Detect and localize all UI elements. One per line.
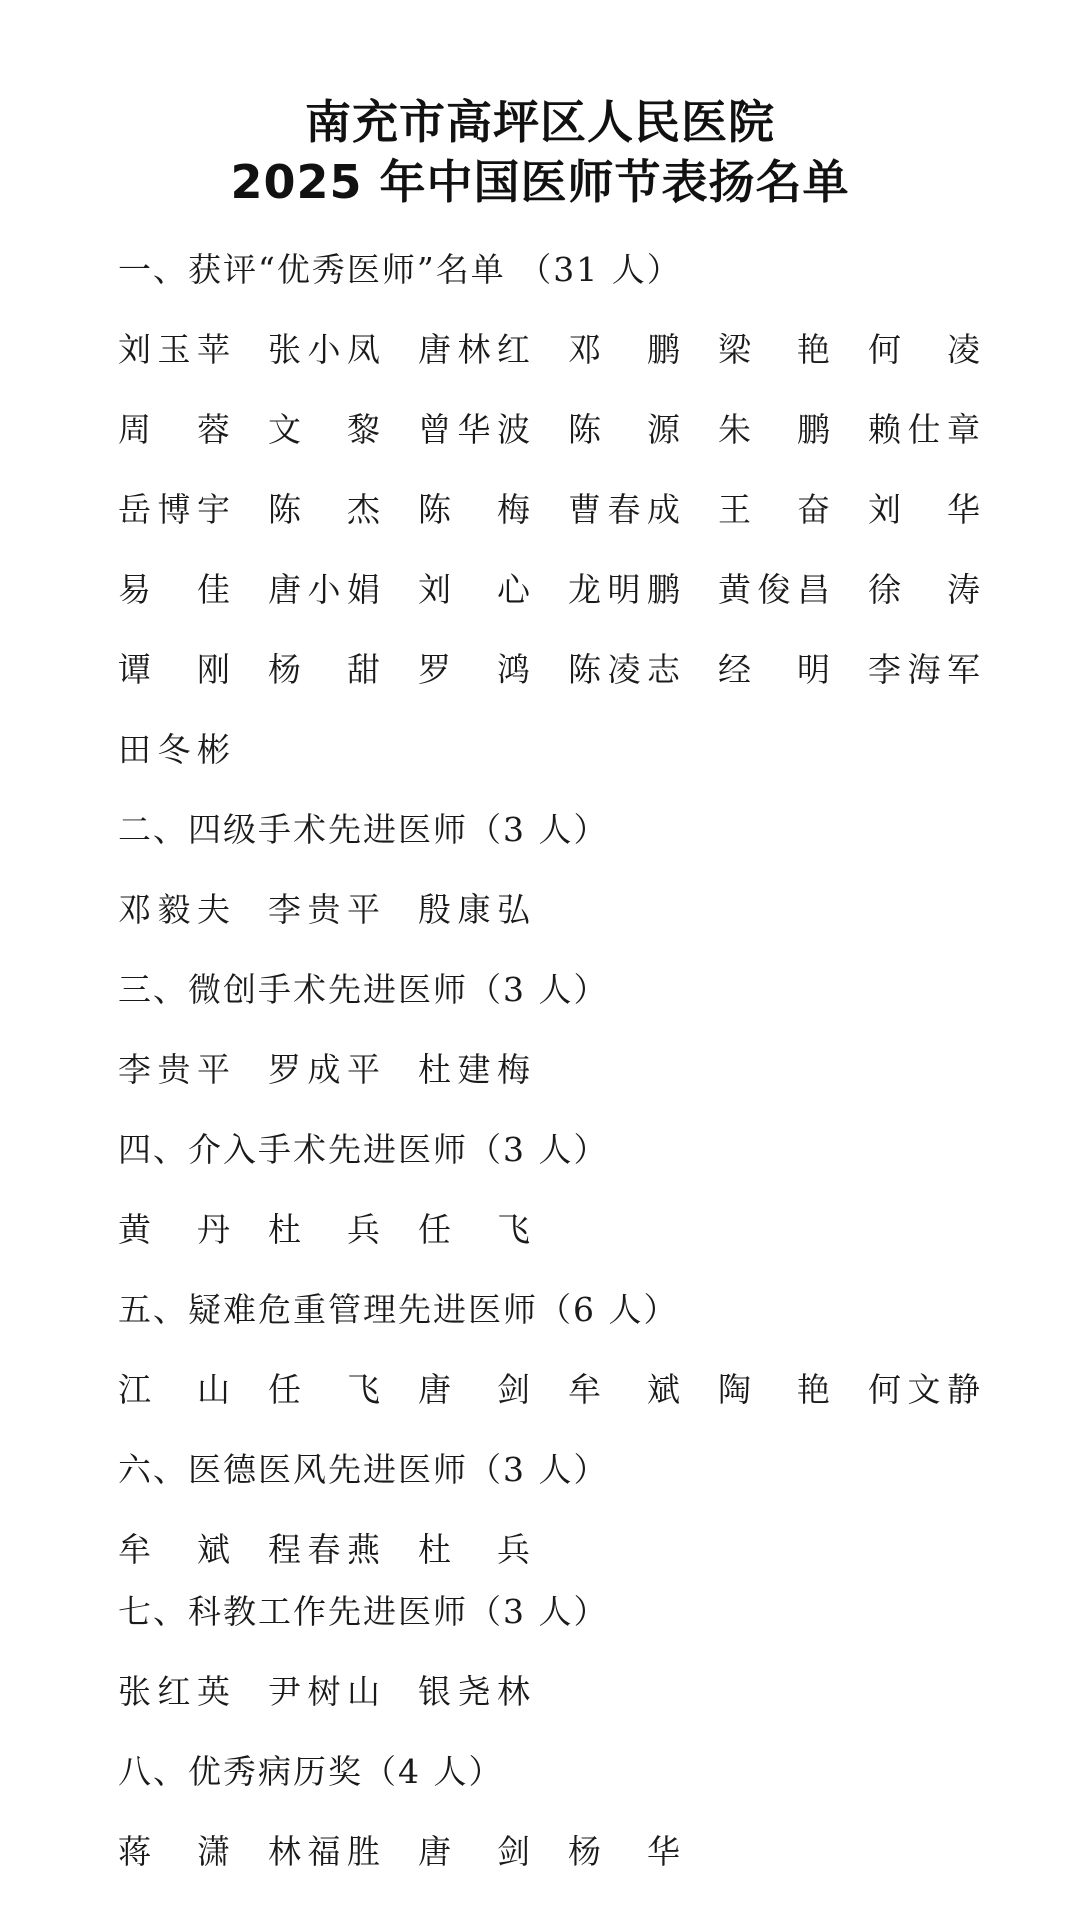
honoree-name: 李 海 军 xyxy=(868,650,980,689)
name-row xyxy=(118,1832,978,1872)
honoree-name: 蒋 潇 xyxy=(118,1832,230,1871)
section-heading-critical-care: 五、疑难危重管理先进医师（6 人） xyxy=(118,1290,679,1329)
name-row xyxy=(118,570,978,610)
honoree-name: 赖 仕 章 xyxy=(868,410,980,449)
honoree-name: 江 山 xyxy=(118,1370,230,1409)
section-heading-medical-record: 八、优秀病历奖（4 人） xyxy=(118,1752,504,1791)
honoree-name: 任 飞 xyxy=(418,1210,530,1249)
document-title-line2: 2025 年中国医师节表扬名单 xyxy=(230,155,850,209)
name-row xyxy=(118,1050,978,1090)
honoree-name: 田 冬 彬 xyxy=(118,730,230,769)
honoree-name: 程 春 燕 xyxy=(268,1530,380,1569)
honoree-name: 徐 涛 xyxy=(868,570,980,609)
honoree-name: 唐 剑 xyxy=(418,1370,530,1409)
section-heading-research-teaching: 七、科教工作先进医师（3 人） xyxy=(118,1592,609,1631)
honoree-name: 黄 丹 xyxy=(118,1210,230,1249)
honoree-name: 唐 剑 xyxy=(418,1832,530,1871)
honoree-name: 经 明 xyxy=(718,650,830,689)
honoree-name: 梁 艳 xyxy=(718,330,830,369)
honoree-name: 李 贵 平 xyxy=(268,890,380,929)
section-heading-fourth-level-surgery: 二、四级手术先进医师（3 人） xyxy=(118,810,609,849)
honoree-name: 杨 华 xyxy=(568,1832,680,1871)
honoree-name: 陈 凌 志 xyxy=(568,650,680,689)
honoree-name: 龙 明 鹏 xyxy=(568,570,680,609)
honoree-name: 罗 鸿 xyxy=(418,650,530,689)
honoree-name: 王 奋 xyxy=(718,490,830,529)
honoree-name: 邓 鹏 xyxy=(568,330,680,369)
honoree-name: 张 红 英 xyxy=(118,1672,230,1711)
honoree-name: 岳 博 宇 xyxy=(118,490,230,529)
honoree-name: 曾 华 波 xyxy=(418,410,530,449)
honoree-name: 陈 杰 xyxy=(268,490,380,529)
honoree-name: 何 文 静 xyxy=(868,1370,980,1409)
section-heading-minimally-invasive: 三、微创手术先进医师（3 人） xyxy=(118,970,609,1009)
name-row xyxy=(118,650,978,690)
honoree-name: 何 凌 xyxy=(868,330,980,369)
name-row xyxy=(118,1370,978,1410)
honoree-name: 谭 刚 xyxy=(118,650,230,689)
honoree-name: 陈 梅 xyxy=(418,490,530,529)
honoree-name: 曹 春 成 xyxy=(568,490,680,529)
honoree-name: 陶 艳 xyxy=(718,1370,830,1409)
section-heading-interventional: 四、介入手术先进医师（3 人） xyxy=(118,1130,609,1169)
name-row xyxy=(118,1210,978,1250)
name-row xyxy=(118,490,978,530)
honoree-name: 刘 玉 苹 xyxy=(118,330,230,369)
honoree-name: 文 黎 xyxy=(268,410,380,449)
honoree-name: 牟 斌 xyxy=(568,1370,680,1409)
name-row xyxy=(118,330,978,370)
name-row xyxy=(118,730,978,770)
name-row xyxy=(118,1672,978,1712)
honoree-name: 朱 鹏 xyxy=(718,410,830,449)
honoree-name: 唐 林 红 xyxy=(418,330,530,369)
honoree-name: 尹 树 山 xyxy=(268,1672,380,1711)
document-title-line1: 南充市高坪区人民医院 xyxy=(305,95,775,149)
honoree-name: 杨 甜 xyxy=(268,650,380,689)
honoree-name: 易 佳 xyxy=(118,570,230,609)
honoree-name: 林 福 胜 xyxy=(268,1832,380,1871)
honoree-name: 张 小 凤 xyxy=(268,330,380,369)
honoree-name: 银 尧 林 xyxy=(418,1672,530,1711)
honoree-name: 杜 建 梅 xyxy=(418,1050,530,1089)
name-row xyxy=(118,1530,978,1570)
honoree-name: 任 飞 xyxy=(268,1370,380,1409)
honoree-name: 罗 成 平 xyxy=(268,1050,380,1089)
honoree-name: 唐 小 娟 xyxy=(268,570,380,609)
honoree-name: 刘 华 xyxy=(868,490,980,529)
honoree-name: 陈 源 xyxy=(568,410,680,449)
honoree-name: 刘 心 xyxy=(418,570,530,609)
name-row xyxy=(118,410,978,450)
honoree-name: 杜 兵 xyxy=(418,1530,530,1569)
honoree-name: 黄 俊 昌 xyxy=(718,570,830,609)
honoree-name: 周 蓉 xyxy=(118,410,230,449)
honoree-name: 杜 兵 xyxy=(268,1210,380,1249)
honoree-name: 李 贵 平 xyxy=(118,1050,230,1089)
honoree-name: 殷 康 弘 xyxy=(418,890,530,929)
honoree-name: 牟 斌 xyxy=(118,1530,230,1569)
section-heading-first-prize: 一、获评“优秀医师”名单 （31 人） xyxy=(118,250,682,289)
section-heading-medical-ethics: 六、医德医风先进医师（3 人） xyxy=(118,1450,609,1489)
name-row xyxy=(118,890,978,930)
honoree-name: 邓 毅 夫 xyxy=(118,890,230,929)
